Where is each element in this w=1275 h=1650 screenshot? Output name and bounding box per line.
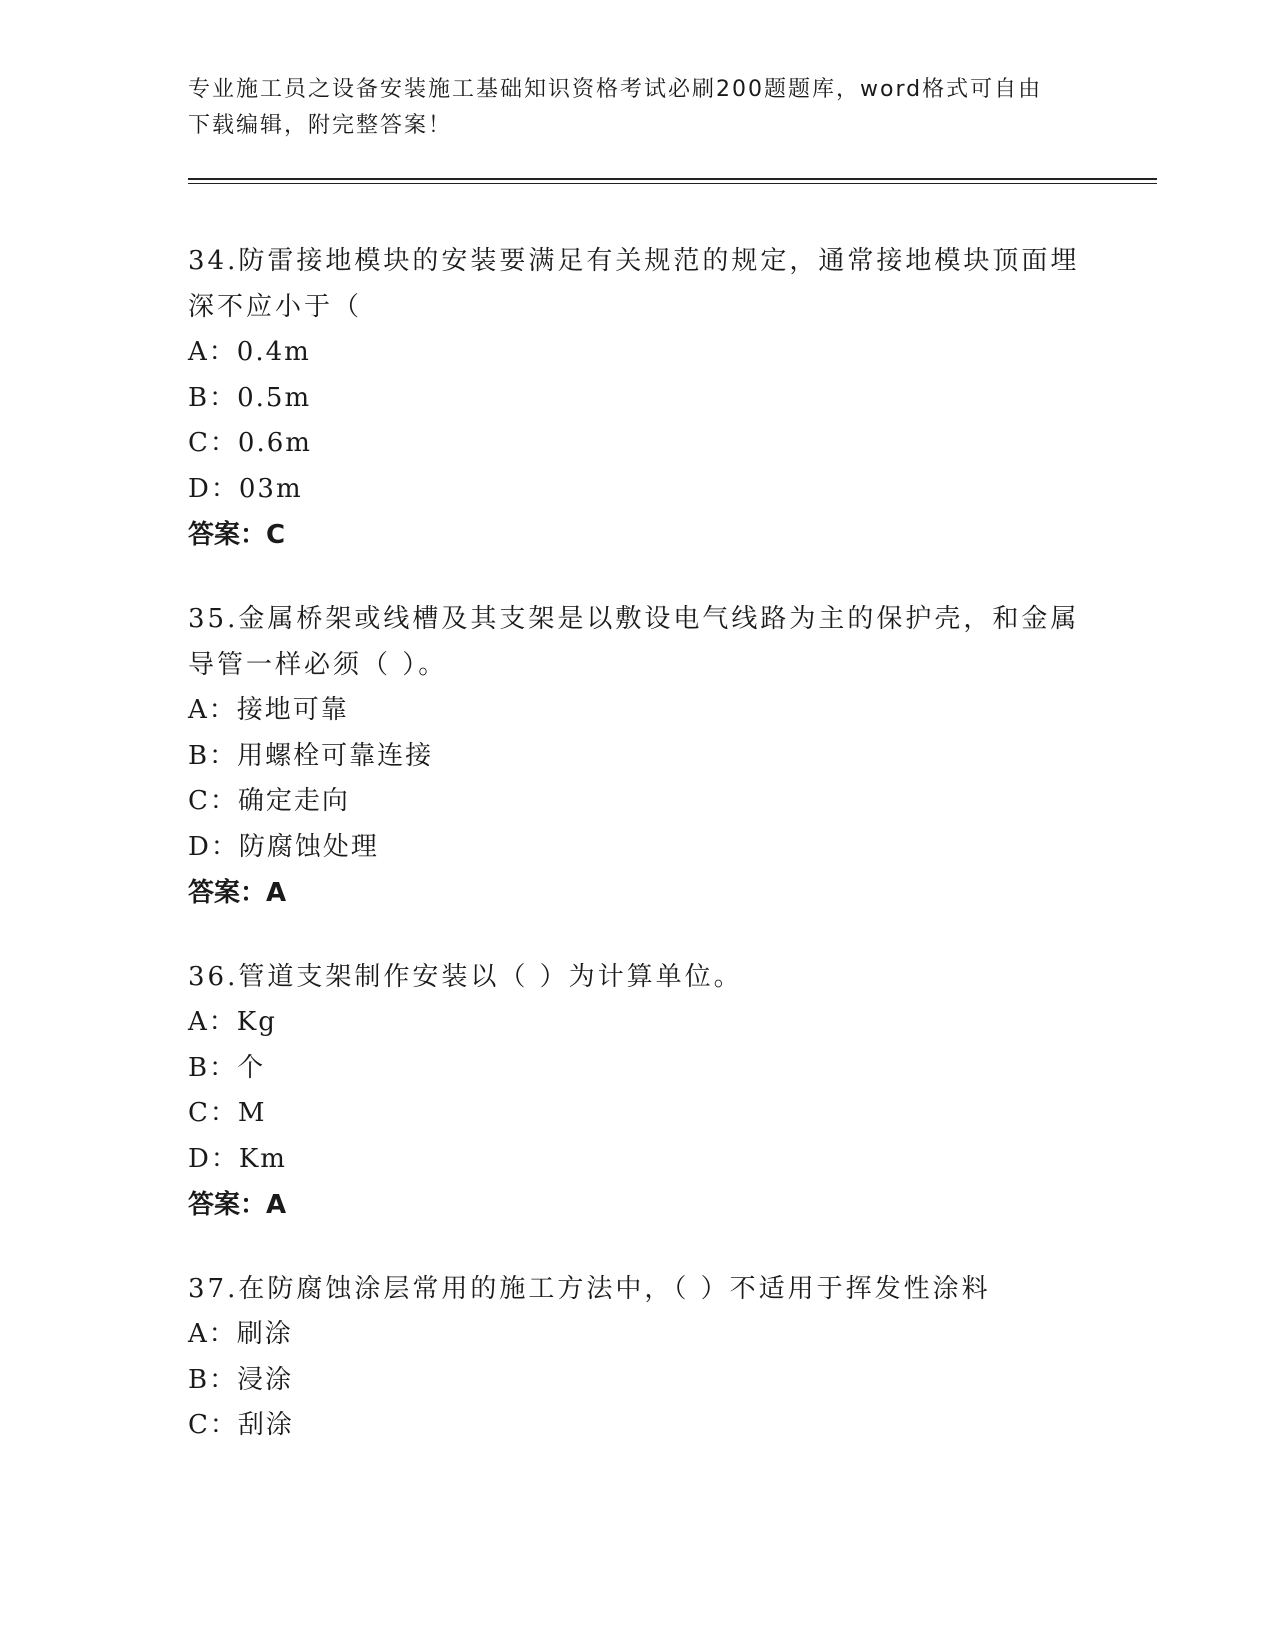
answer-label: 答案：C: [188, 520, 286, 550]
question-stem: 34.防雷接地模块的安装要满足有关规范的规定，通常接地模块顶面埋 深不应小于（: [188, 246, 1080, 322]
question-stem: 36.管道支架制作安装以（ ）为计算单位。: [188, 962, 743, 992]
option-c: C：刮涂: [188, 1410, 294, 1440]
option-a: A：接地可靠: [188, 695, 349, 725]
header-line-2: 下载编辑，附完整答案！: [188, 113, 453, 138]
option-c: C：M: [188, 1098, 267, 1128]
option-b: B：用螺栓可靠连接: [188, 740, 434, 771]
header-line-1: 专业施工员之设备安装施工基础知识资格考试必刷200题题库，word格式可自由: [188, 77, 1043, 102]
question-list: [188, 238, 1088, 1487]
option-b: B：0.5m: [188, 382, 312, 413]
answer-label: 答案：A: [188, 878, 287, 908]
header-divider-thick: [188, 178, 1157, 180]
answer-label: 答案：A: [188, 1190, 287, 1220]
option-c: C：确定走向: [188, 786, 350, 816]
question-34: [188, 238, 1088, 558]
option-d: D：03m: [188, 473, 303, 504]
option-c: C：0.6m: [188, 428, 312, 458]
question-36: [188, 954, 1088, 1228]
option-d: D：防腐蚀处理: [188, 831, 379, 862]
option-a: A：刷涂: [188, 1319, 293, 1349]
question-35: [188, 596, 1088, 916]
option-a: A：Kg: [188, 1007, 277, 1037]
question-stem: 35.金属桥架或线槽及其支架是以敷设电气线路为主的保护壳，和金属 导管一样必须（ ）。: [188, 604, 1080, 680]
question-stem: 37.在防腐蚀涂层常用的施工方法中，（ ）不适用于挥发性涂料: [188, 1274, 991, 1304]
option-d: D：Km: [188, 1143, 287, 1174]
option-b: B：浸涂: [188, 1364, 294, 1395]
question-37: [188, 1266, 1088, 1449]
header-divider-thin: [188, 183, 1157, 184]
document-header: [188, 72, 1088, 144]
option-b: B：个: [188, 1052, 266, 1083]
option-a: A：0.4m: [188, 337, 311, 367]
